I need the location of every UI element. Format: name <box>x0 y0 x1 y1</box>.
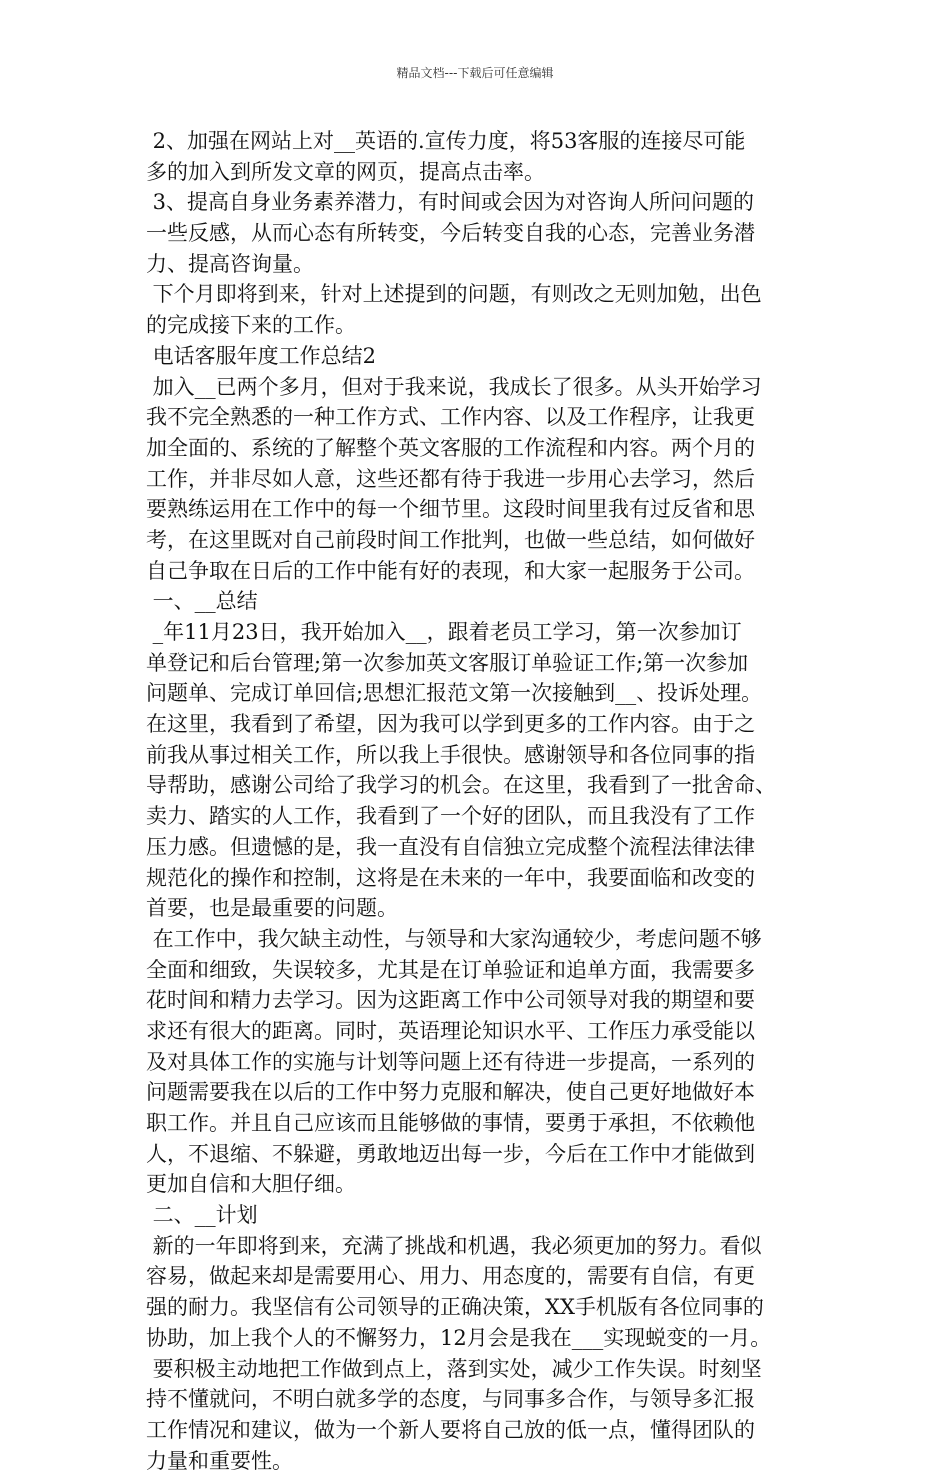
text-line: 二、__计划 <box>146 1203 258 1228</box>
text-line: 下个月即将到来，针对上述提到的问题，有则改之无则加勉，出色 <box>146 282 762 307</box>
text-line: 加入__已两个多月，但对于我来说，我成长了很多。从头开始学习 <box>146 374 762 399</box>
text-line: 工作情况和建议，做为一个新人要将自己放的低一点，懂得团队的 <box>146 1417 755 1442</box>
text-line: 强的耐力。我坚信有公司领导的正确决策，XX手机版有各位同事的 <box>146 1295 764 1320</box>
text-line: 问题需要我在以后的工作中努力克服和解决，使自己更好地做好本 <box>146 1080 755 1105</box>
text-line: 更加自信和大胆仔细。 <box>146 1172 356 1197</box>
text-line: 新的一年即将到来，充满了挑战和机遇，我必须更加的努力。看似 <box>146 1233 762 1258</box>
text-line: 的完成接下来的工作。 <box>146 313 356 338</box>
text-line: 及对具体工作的实施与计划等问题上还有待进一步提高，一系列的 <box>146 1049 755 1074</box>
text-line: 容易，做起来却是需要用心、用力、用态度的，需要有自信，有更 <box>146 1264 755 1289</box>
text-line: 我不完全熟悉的一种工作方式、工作内容、以及工作程序，让我更 <box>146 405 755 430</box>
text-line: 在工作中，我欠缺主动性，与领导和大家沟通较少，考虑问题不够 <box>146 926 762 951</box>
text-line: 前我从事过相关工作，所以我上手很快。感谢领导和各位同事的指 <box>146 742 755 767</box>
text-line: 考，在这里既对自己前段时间工作批判，也做一些总结，如何做好 <box>146 527 755 552</box>
text-line: 问题单、完成订单回信;思想汇报范文第一次接触到__、投诉处理。 <box>146 681 763 706</box>
text-line: 自己争取在日后的工作中能有好的表现，和大家一起服务于公司。 <box>146 558 755 583</box>
text-line: 一、__总结 <box>146 589 258 614</box>
text-line: 力、提高咨询量。 <box>146 251 314 276</box>
text-line: 求还有很大的距离。同时，英语理论知识水平、工作压力承受能以 <box>146 1018 755 1043</box>
text-line: 全面和细致，失误较多，尤其是在订单验证和追单方面，我需要多 <box>146 957 755 982</box>
text-line: 3、提高自身业务素养潜力，有时间或会因为对咨询人所问问题的 <box>146 190 755 215</box>
text-line: 在这里，我看到了希望，因为我可以学到更多的工作内容。由于之 <box>146 712 755 737</box>
text-line: 职工作。并且自己应该而且能够做的事情，要勇于承担，不依赖他 <box>146 1111 755 1135</box>
text-line: 花时间和精力去学习。因为这距离工作中公司领导对我的期望和要 <box>146 988 755 1013</box>
text-line: 要积极主动地把工作做到点上，落到实处，减少工作失误。时刻坚 <box>146 1356 762 1381</box>
text-line: 首要，也是最重要的问题。 <box>146 896 398 921</box>
text-line: 规范化的操作和控制，这将是在未来的一年中，我要面临和改变的 <box>146 865 755 890</box>
text-line: 一些反感，从而心态有所转变，今后转变自我的心态，完善业务潜 <box>146 221 755 246</box>
text-line: 加全面的、系统的了解整个英文客服的工作流程和内容。两个月的 <box>146 435 755 460</box>
text-line: 持不懂就问，不明白就多学的态度，与同事多合作，与领导多汇报 <box>146 1387 755 1412</box>
text-line: 协助，加上我个人的不懈努力，12月会是我在___实现蜕变的一月。 <box>146 1325 772 1350</box>
document-body <box>146 126 814 1476</box>
text-line: 2、加强在网站上对__英语的.宣传力度，将53客服的连接尽可能 <box>146 129 746 153</box>
text-line: 导帮助，感谢公司给了我学习的机会。在这里，我看到了一批舍命、 <box>146 773 776 798</box>
text-line: 电话客服年度工作总结2 <box>146 343 377 368</box>
text-line: 压力感。但遗憾的是，我一直没有自信独立完成整个流程法律法律 <box>146 834 755 859</box>
text-line: 要熟练运用在工作中的每一个细节里。这段时间里我有过反省和思 <box>146 497 755 522</box>
text-line: 卖力、踏实的人工作，我看到了一个好的团队，而且我没有了工作 <box>146 804 755 829</box>
text-line: 力量和重要性。 <box>146 1448 293 1473</box>
text-line: 多的加入到所发文章的网页，提高点击率。 <box>146 159 545 184</box>
page-header: 精品文档---下载后可任意编辑 <box>396 66 554 80</box>
text-line: 人，不退缩、不躲避，勇敢地迈出每一步，今后在工作中才能做到 <box>146 1141 755 1166</box>
text-line: _年11月23日，我开始加入__，跟着老员工学习，第一次参加订 <box>146 620 742 644</box>
text-line: 单登记和后台管理;第一次参加英文客服订单验证工作;第一次参加 <box>146 650 749 675</box>
text-line: 工作，并非尽如人意，这些还都有待于我进一步用心去学习，然后 <box>146 466 755 491</box>
